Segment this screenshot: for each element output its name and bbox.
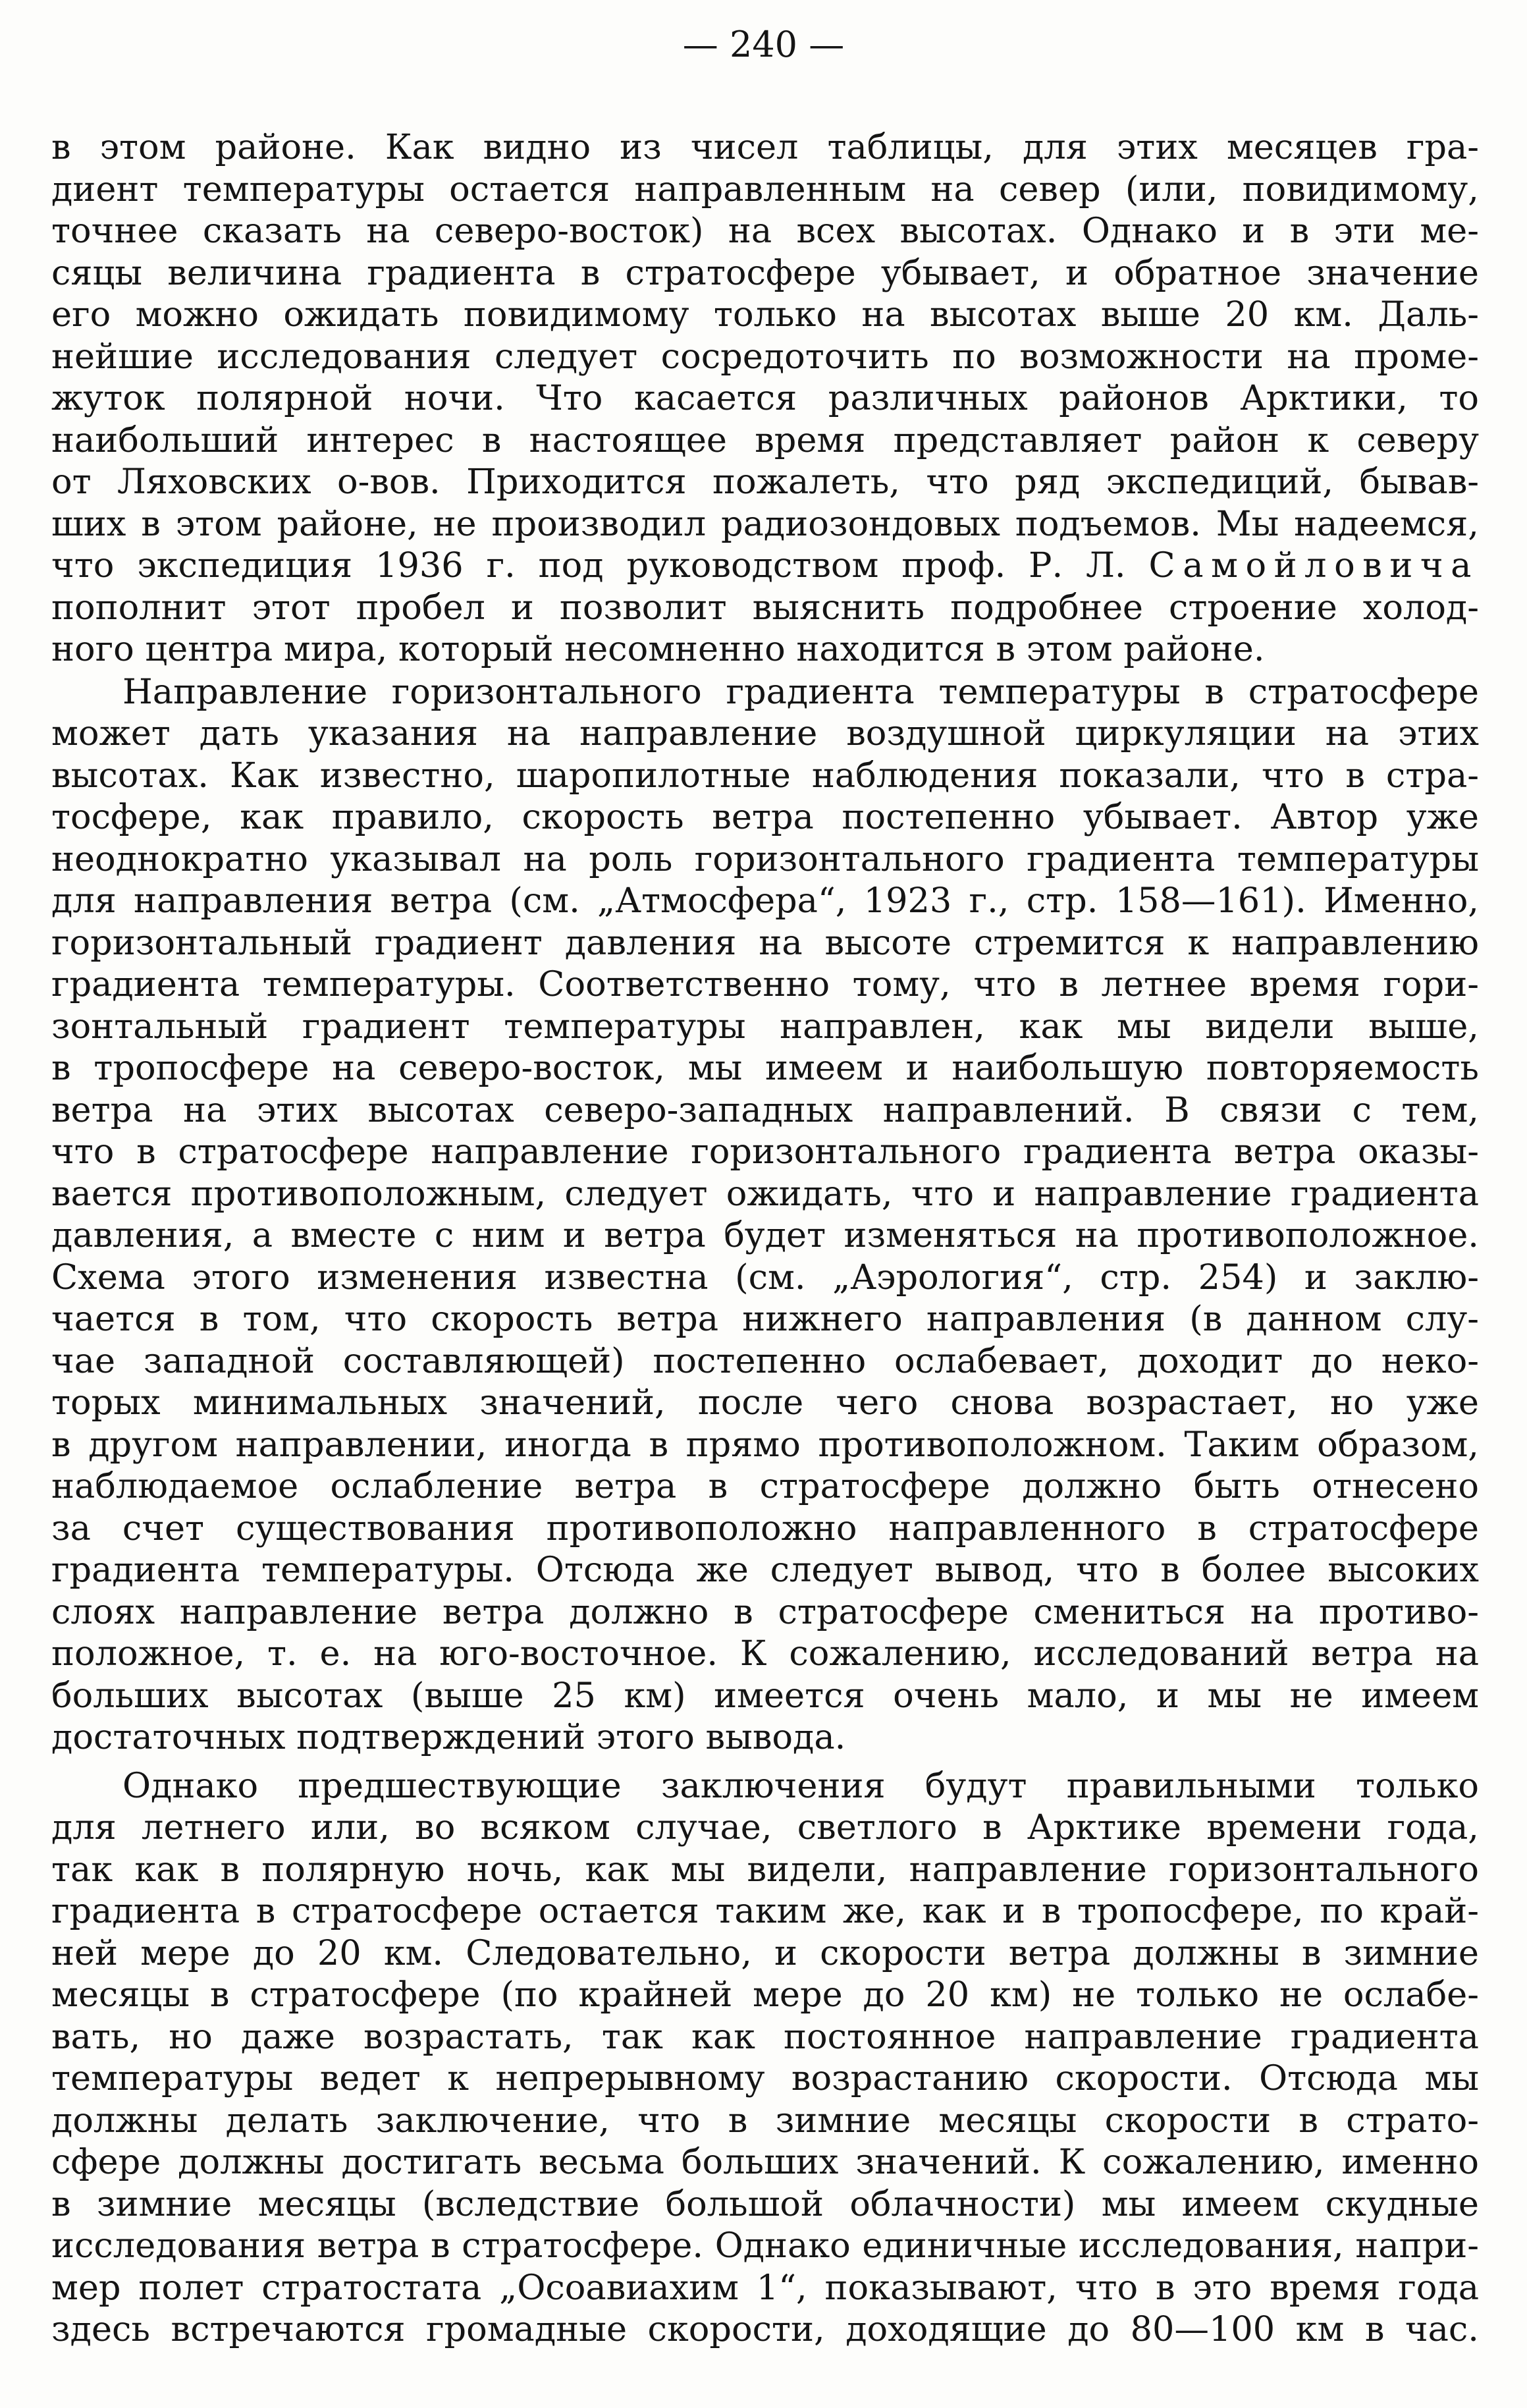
text-line [51, 545, 1479, 587]
text-line: наибольший интерес в настоящее время представляет район к северу [51, 420, 1479, 460]
text-line: вается противоположным, следует ожидать, что и направление градиента [51, 1173, 1479, 1214]
text-line: вать, но даже возрастать, так как постоянное направление градиента [51, 2016, 1479, 2057]
text-line: в зимние месяцы (вследствие большой облачности) мы имеем скудные [51, 2183, 1479, 2224]
text-line: чается в том, что скорость ветра нижнего направления (в данном слу- [51, 1299, 1479, 1339]
text-line: нейшие исследования следует сосредоточить по возможности на проме- [51, 336, 1479, 377]
text-line: больших высотах (выше 25 км) имеется очень мало, и мы не имеем [51, 1675, 1479, 1716]
text-line: сяцы величина градиента в стратосфере убывает, и обратное значение [51, 252, 1479, 293]
text-line: ветра на этих высотах северо-западных направлений. В связи с тем, [51, 1089, 1479, 1130]
text-line: жуток полярной ночи. Что касается различных районов Арктики, то [51, 378, 1479, 418]
text-line: температуры ведет к непрерывному возрастанию скорости. Отсюда мы [51, 2058, 1479, 2098]
text-line: его можно ожидать повидимому только на высотах выше 20 км. Даль- [51, 294, 1479, 335]
text-line: неоднократно указывал на роль горизонтального градиента температуры [51, 838, 1479, 879]
text-line: положное, т. е. на юго-восточное. К сожалению, исследований ветра на [51, 1633, 1479, 1674]
paragraph-3 [51, 1765, 1479, 2351]
text-line: в другом направлении, иногда в прямо противоположном. Таким образом, [51, 1424, 1479, 1465]
text-line: высотах. Как известно, шаропилотные наблюдения показали, что в стра- [51, 755, 1479, 796]
text-line: за счет существования противоположно направленного в стратосфере [51, 1508, 1479, 1548]
text-line: месяцы в стратосфере (по крайней мере до 20 км) не только не ослабе- [51, 1975, 1479, 2015]
text-line: так как в полярную ночь, как мы видели, направление горизонтального [51, 1849, 1479, 1890]
text-line: диент температуры остается направленным на север (или, повидимому, [51, 169, 1479, 209]
page-number: — 240 — [682, 24, 845, 65]
text-line: градиента температуры. Отсюда же следует вывод, что в более высоких [51, 1550, 1479, 1590]
text-line: горизонтальный градиент давления на высоте стремится к направлению [51, 922, 1479, 963]
text-line: торых минимальных значений, после чего снова возрастает, но уже [51, 1382, 1479, 1423]
text-line: Направление горизонтального градиента температуры в стратосфере [122, 671, 1479, 712]
text-line: слоях направление ветра должно в стратосфере смениться на противо- [51, 1591, 1479, 1632]
text-line: здесь встречаются громадные скорости, доходящие до 80—100 км в час. [51, 2309, 1479, 2349]
paragraph-1 [51, 126, 1479, 670]
paragraph-2 [51, 671, 1479, 1759]
text-line: тосфере, как правило, скорость ветра постепенно убывает. Автор уже [51, 797, 1479, 837]
text-line: в тропосфере на северо-восток, мы имеем и наибольшую повторяемость [51, 1048, 1479, 1088]
text-line: для летнего или, во всяком случае, светлого в Арктике времени года, [51, 1807, 1479, 1847]
text-line: в этом районе. Как видно из чисел таблицы, для этих месяцев гра- [51, 127, 1479, 167]
text-line: может дать указания на направление воздушной циркуляции на этих [51, 713, 1479, 753]
text-line: от Ляховских о-вов. Приходится пожалеть, что ряд экспедиций, бывав- [51, 462, 1479, 502]
text-line-start: что экспедиция 1936 г. под руководством проф. Р. Л. [51, 545, 1126, 586]
text-line: ного центра мира, который несомненно находится в этом районе. [51, 629, 1265, 669]
text-line: Однако предшествующие заключения будут правильными только [122, 1765, 1479, 1806]
text-line: достаточных подтверждений этого вывода. [51, 1717, 846, 1757]
text-line: должны делать заключение, что в зимние месяцы скорости в страто- [51, 2100, 1479, 2141]
text-line: сфере должны достигать весьма больших значений. К сожалению, именно [51, 2142, 1479, 2182]
text-line: давления, а вместе с ним и ветра будет изменяться на противоположное. [51, 1215, 1479, 1255]
text-line: что в стратосфере направление горизонтального градиента ветра оказы- [51, 1132, 1479, 1172]
text-line: ней мере до 20 км. Следовательно, и скорости ветра должны в зимние [51, 1932, 1479, 1973]
text-line: наблюдаемое ослабление ветра в стратосфере должно быть отнесено [51, 1466, 1479, 1506]
text-line: исследования ветра в стратосфере. Однако единичные исследования, напри- [51, 2226, 1479, 2266]
text-line: зонтальный градиент температуры направлен, как мы видели выше, [51, 1006, 1479, 1047]
text-line: градиента в стратосфере остается таким же, как и в тропосфере, по край- [51, 1891, 1479, 1931]
text-line: точнее сказать на северо-восток) на всех высотах. Однако и в эти ме- [51, 211, 1479, 251]
author-name-spaced: Самойловича [1148, 545, 1479, 586]
text-line: Схема этого изменения известна (см. „Аэрология“, стр. 254) и заклю- [51, 1257, 1479, 1298]
text-line: для направления ветра (см. „Атмосфера“, 1923 г., стр. 158—161). Именно, [51, 881, 1479, 921]
text-line: чае западной составляющей) постепенно ослабевает, доходит до неко- [51, 1340, 1479, 1381]
text-line: пополнит этот пробел и позволит выяснить подробнее строение холод- [51, 587, 1479, 628]
text-line: градиента температуры. Соответственно тому, что в летнее время гори- [51, 964, 1479, 1004]
text-line: мер полет стратостата „Осоавиахим 1“, показывают, что в это время года [51, 2267, 1479, 2308]
body-text [51, 126, 1479, 2351]
text-line: ших в этом районе, не производил радиозондовых подъемов. Мы надеемся, [51, 503, 1479, 544]
